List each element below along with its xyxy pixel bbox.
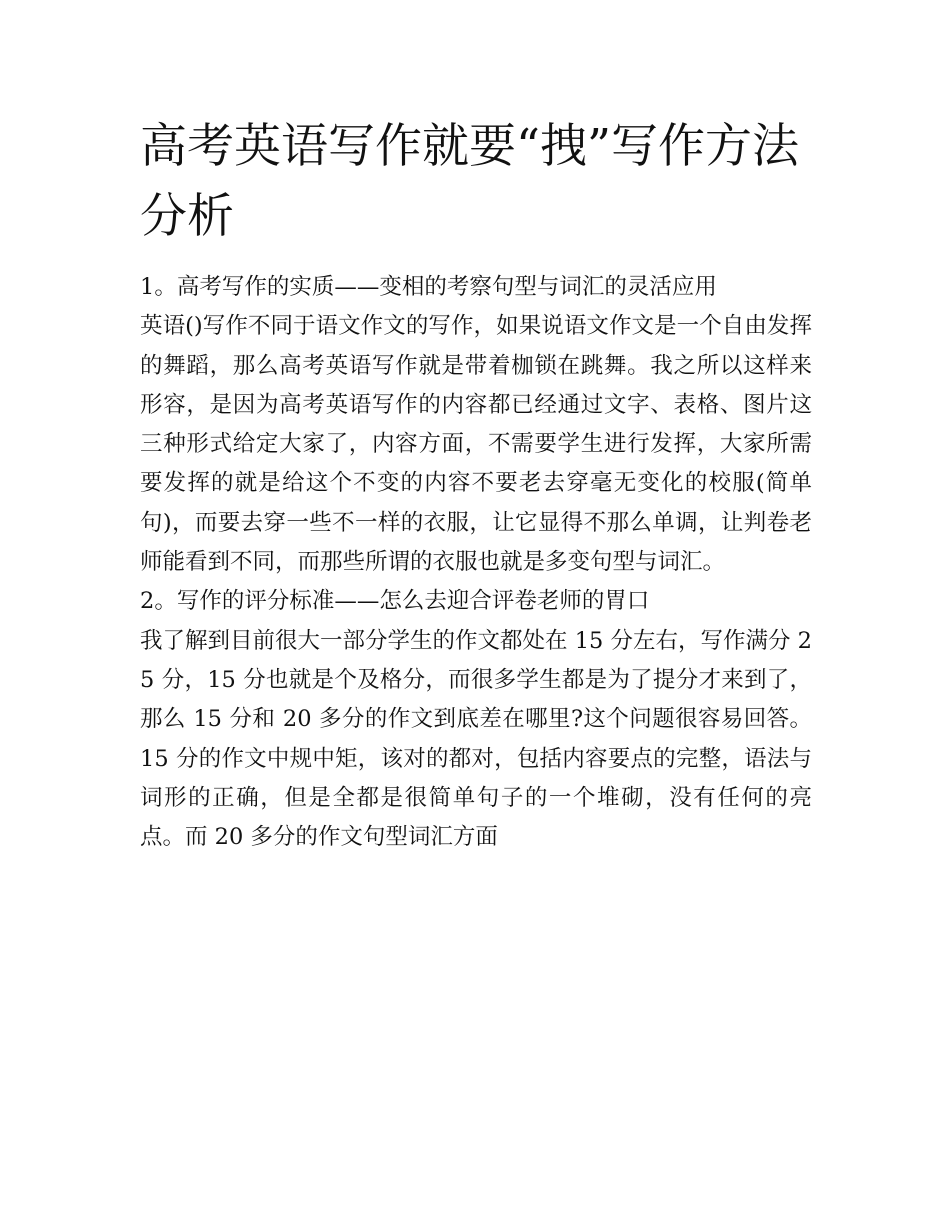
- document-body: [140, 268, 812, 857]
- document-title: 高考英语写作就要“拽”写作方法分析: [140, 119, 800, 244]
- document-content: [140, 112, 812, 857]
- paragraph-2: 我了解到目前很大一部分学生的作文都处在 15 分左右，写作满分 25 分，15 分也就是个及格分，而很多学生都是为了提分才来到了，那么 15 分和 20 多分的作文到底差在哪里?这个问题很容易回答。15 分的作文中规中矩，该对的都对，包括内容要点的完整，语法与词形的正确，但是全都是很简单句子的一个堆砌，没有任何的亮点。而 20 多分的作文句型词汇方面: [140, 627, 812, 851]
- paragraph-1: 英语()写作不同于语文作文的写作，如果说语文作文是一个自由发挥的舞蹈，那么高考英语写作就是带着枷锁在跳舞。我之所以这样来形容，是因为高考英语写作的内容都已经通过文字、表格、图片这三种形式给定大家了，内容方面，不需要学生进行发挥，大家所需要发挥的就是给这个不变的内容不要老去穿毫无变化的校服(简单句)，而要去穿一些不一样的衣服，让它显得不那么单调，让判卷老师能看到不同，而那些所谓的衣服也就是多变句型与词汇。: [140, 313, 812, 576]
- section-heading-2: 2。写作的评分标准——怎么去迎合评卷老师的胃口: [140, 588, 650, 615]
- section-heading-1: 1。高考写作的实质——变相的考察句型与词汇的灵活应用: [140, 274, 717, 300]
